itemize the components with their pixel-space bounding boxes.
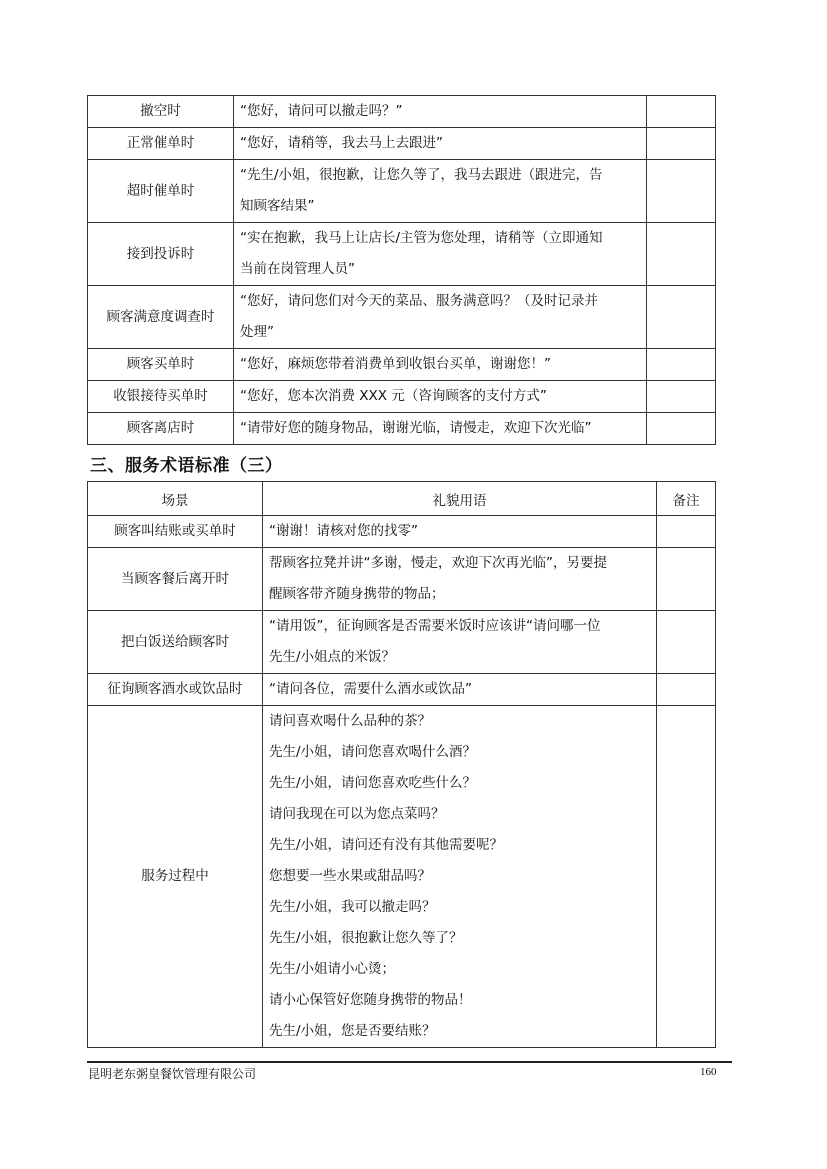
note-cell bbox=[657, 516, 716, 548]
phrase-cell bbox=[234, 349, 647, 381]
footer-divider bbox=[87, 1061, 732, 1063]
scene-cell: 接到投诉时 bbox=[88, 223, 234, 286]
table-row bbox=[88, 349, 716, 381]
phrase-cell bbox=[234, 96, 647, 128]
phrase-cell bbox=[234, 381, 647, 413]
scene-cell: 顾客叫结账或买单时 bbox=[88, 516, 263, 548]
table-row bbox=[88, 706, 716, 1048]
table-row bbox=[88, 413, 716, 445]
table-row bbox=[88, 160, 716, 223]
phrase-line: 您想要一些水果或甜品吗？ bbox=[269, 868, 431, 884]
phrase-line: 请小心保管好您随身携带的物品！ bbox=[269, 992, 472, 1008]
phrase-line: 先生/小姐，您是否要结账？ bbox=[269, 1023, 436, 1039]
phrase-line: “谢谢！请核对您的找零” bbox=[269, 523, 418, 539]
phrase-line: “您好，请问可以撤走吗？” bbox=[240, 103, 403, 119]
table-header-row bbox=[88, 482, 716, 516]
phrase-line: 先生/小姐，我可以撤走吗？ bbox=[269, 899, 436, 915]
service-phrase-table bbox=[87, 481, 716, 1048]
scene-cell: 顾客买单时 bbox=[88, 349, 234, 381]
phrase-line: “您好，麻烦您带着消费单到收银台买单，谢谢您！” bbox=[240, 356, 551, 372]
table-row bbox=[88, 674, 716, 706]
header-scene: 场景 bbox=[88, 482, 263, 516]
phrase-line: 醒顾客带齐随身携带的物品； bbox=[269, 586, 445, 602]
phrase-cell bbox=[234, 128, 647, 160]
note-cell bbox=[647, 128, 716, 160]
phrase-line: “您好，请问您们对今天的菜品、服务满意吗？（及时记录并 bbox=[240, 293, 598, 309]
note-cell bbox=[647, 349, 716, 381]
phrase-cell bbox=[263, 611, 657, 674]
scene-cell: 收银接待买单时 bbox=[88, 381, 234, 413]
phrase-table-continued bbox=[87, 95, 716, 445]
note-cell bbox=[647, 381, 716, 413]
scene-cell: 超时催单时 bbox=[88, 160, 234, 223]
table-row bbox=[88, 548, 716, 611]
phrase-cell bbox=[234, 413, 647, 445]
phrase-cell bbox=[234, 160, 647, 223]
note-cell bbox=[657, 674, 716, 706]
footer-company-name: 昆明老东粥皇餐饮管理有限公司 bbox=[88, 1067, 257, 1081]
scene-cell: 把白饭送给顾客时 bbox=[88, 611, 263, 674]
phrase-line: “请带好您的随身物品，谢谢光临，请慢走，欢迎下次光临” bbox=[240, 420, 592, 436]
section-title: 三、服务术语标准（三） bbox=[90, 456, 283, 476]
phrase-line: 请问喜欢喝什么品种的茶？ bbox=[269, 713, 431, 729]
phrase-line: 当前在岗管理人员” bbox=[240, 261, 355, 277]
note-cell bbox=[657, 611, 716, 674]
scene-cell: 当顾客餐后离开时 bbox=[88, 548, 263, 611]
phrase-line: “请用饭”，征询顾客是否需要米饭时应该讲“请问哪一位 bbox=[269, 618, 601, 634]
phrase-cell bbox=[263, 706, 657, 1048]
scene-cell: 撤空时 bbox=[88, 96, 234, 128]
scene-cell: 正常催单时 bbox=[88, 128, 234, 160]
table-row bbox=[88, 128, 716, 160]
note-cell bbox=[647, 223, 716, 286]
table-row bbox=[88, 516, 716, 548]
note-cell bbox=[647, 160, 716, 223]
scene-cell: 征询顾客酒水或饮品时 bbox=[88, 674, 263, 706]
phrase-line: 知顾客结果” bbox=[240, 198, 315, 214]
phrase-cell bbox=[263, 674, 657, 706]
phrase-line: “实在抱歉，我马上让店长/主管为您处理，请稍等（立即通知 bbox=[240, 230, 603, 246]
phrase-line: “先生/小姐，很抱歉，让您久等了，我马去跟进（跟进完，告 bbox=[240, 167, 603, 183]
phrase-line: “请问各位，需要什么酒水或饮品” bbox=[269, 681, 472, 697]
phrase-cell bbox=[263, 516, 657, 548]
scene-cell: 顾客离店时 bbox=[88, 413, 234, 445]
phrase-line: 先生/小姐，请问您喜欢吃些什么？ bbox=[269, 775, 477, 791]
note-cell bbox=[647, 286, 716, 349]
phrase-line: “您好，请稍等，我去马上去跟进” bbox=[240, 135, 443, 151]
phrase-line: 帮顾客拉凳并讲“多谢，慢走，欢迎下次再光临”，另要提 bbox=[269, 555, 607, 571]
page-number: 160 bbox=[700, 1066, 717, 1078]
phrase-cell bbox=[234, 223, 647, 286]
phrase-line: 先生/小姐请小心烫； bbox=[269, 961, 396, 977]
table-row bbox=[88, 223, 716, 286]
note-cell bbox=[647, 96, 716, 128]
header-note: 备注 bbox=[657, 482, 716, 516]
note-cell bbox=[657, 548, 716, 611]
table-row bbox=[88, 96, 716, 128]
phrase-line: “您好，您本次消费 XXX 元（咨询顾客的支付方式” bbox=[240, 388, 547, 404]
table-row bbox=[88, 611, 716, 674]
phrase-line: 先生/小姐，很抱歉让您久等了？ bbox=[269, 930, 463, 946]
phrase-line: 先生/小姐点的米饭？ bbox=[269, 649, 396, 665]
header-phrase: 礼貌用语 bbox=[263, 482, 657, 516]
scene-cell: 服务过程中 bbox=[88, 706, 263, 1048]
note-cell bbox=[657, 706, 716, 1048]
phrase-line: 先生/小姐，请问您喜欢喝什么酒？ bbox=[269, 744, 477, 760]
scene-cell: 顾客满意度调查时 bbox=[88, 286, 234, 349]
table-row bbox=[88, 286, 716, 349]
phrase-cell bbox=[263, 548, 657, 611]
phrase-cell bbox=[234, 286, 647, 349]
phrase-line: 处理” bbox=[240, 324, 274, 340]
phrase-line: 请问我现在可以为您点菜吗？ bbox=[269, 806, 445, 822]
phrase-line: 先生/小姐，请问还有没有其他需要呢？ bbox=[269, 837, 504, 853]
table-row bbox=[88, 381, 716, 413]
note-cell bbox=[647, 413, 716, 445]
